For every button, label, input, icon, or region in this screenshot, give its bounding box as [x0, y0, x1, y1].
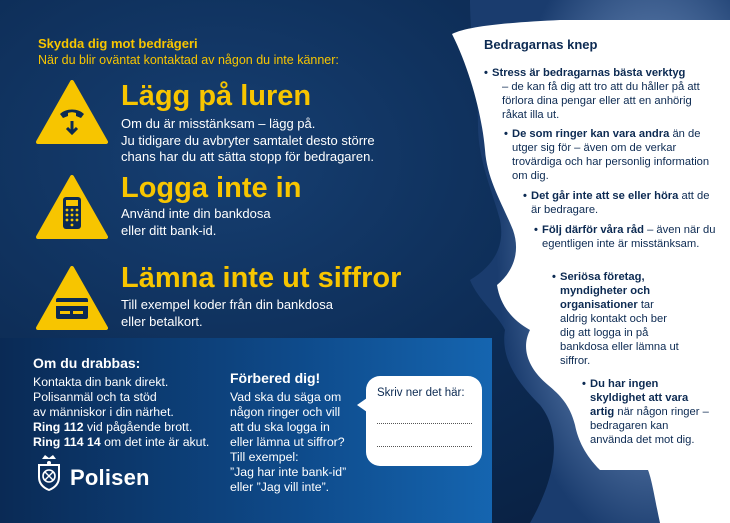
line: Kontakta din bank direkt.: [33, 375, 169, 389]
police-emblem-icon: [34, 455, 64, 491]
tricks-item: • Du har ingen skyldighet att vara artig när någon ringer – bedragaren kan använda det mot dig.: [582, 378, 709, 446]
tip-title: Lägg på luren: [121, 80, 312, 112]
tricks-item: • De som ringer kan vara andra än de utger sig för – även om de verkar trovärdiga och har personlig information om dig.: [504, 128, 710, 182]
tip-body: Använd inte din bankdosa eller ditt bank-id.: [121, 206, 271, 238]
police-logo-text: Polisen: [70, 465, 150, 490]
tip-body: Till exempel koder från din bankdosa eller betalkort.: [121, 297, 333, 329]
ring-11414-line: Ring 114 14 om det inte är akut.: [33, 435, 210, 449]
phone-hangup-icon: [36, 80, 108, 144]
bullet-dot: •: [552, 271, 556, 283]
ring-112-line: Ring 112 vid pågående brott.: [33, 420, 193, 434]
tricks-item: • Det går inte att se eller höra att de är bedragare.: [523, 190, 710, 216]
note-box: [366, 376, 482, 466]
kicker: Skydda dig mot bedrägeri: [38, 36, 198, 51]
prepare-body: Vad ska du säga om någon ringer och vill att du ska logga in eller lämna ut siffror? Till exempel: ”Jag har inte bank-id” eller ”Jag vill inte”.: [230, 390, 347, 494]
prepare-section: [230, 356, 370, 495]
bullet-dot: •: [484, 67, 488, 79]
bullet-dot: •: [582, 378, 586, 390]
bullet-dot: •: [523, 190, 527, 202]
note-line: [377, 423, 472, 424]
speech-tail: [357, 398, 367, 412]
note-label: Skriv ner det här:: [377, 387, 465, 399]
header-block: [38, 36, 438, 68]
subkicker: När du blir oväntat kontaktad av någon du inte känner:: [38, 53, 339, 67]
credit-card-icon: [36, 266, 108, 330]
bullet-dot: •: [534, 224, 538, 236]
tip-title: Logga inte in: [121, 172, 302, 204]
section-title: Förbered dig!: [230, 370, 321, 386]
section-title: Om du drabbas:: [33, 355, 141, 371]
tip-body: Om du är misstänksam – lägg på. Ju tidigare du avbryter samtalet desto större chans har du att sätta stopp för bedragaren.: [121, 116, 375, 164]
tip-title: Lämna inte ut siffror: [121, 262, 402, 294]
tricks-title: Bedragarnas knep: [484, 37, 598, 52]
tricks-item: • Seriösa företag, myndigheter och organisationer tar aldrig kontakt och ber dig att logga in på bankdosa eller lämna ut siffror.: [552, 271, 679, 367]
tricks-item: • Följ därför våra råd – även när du egentligen inte är misstänksam.: [534, 224, 716, 250]
tricks-item: • Stress är bedragarnas bästa verktyg – de kan få dig att tro att du håller på att förlora dina pengar eller att en anhörig råkat illa ut.: [484, 67, 700, 121]
bank-token-icon: [36, 175, 108, 239]
bullet-dot: •: [504, 128, 508, 140]
line: Polisanmäl och ta stöd: [33, 390, 157, 404]
line: av människor i din närhet.: [33, 405, 174, 419]
if-affected-section: [33, 356, 233, 450]
note-line: [377, 446, 472, 447]
